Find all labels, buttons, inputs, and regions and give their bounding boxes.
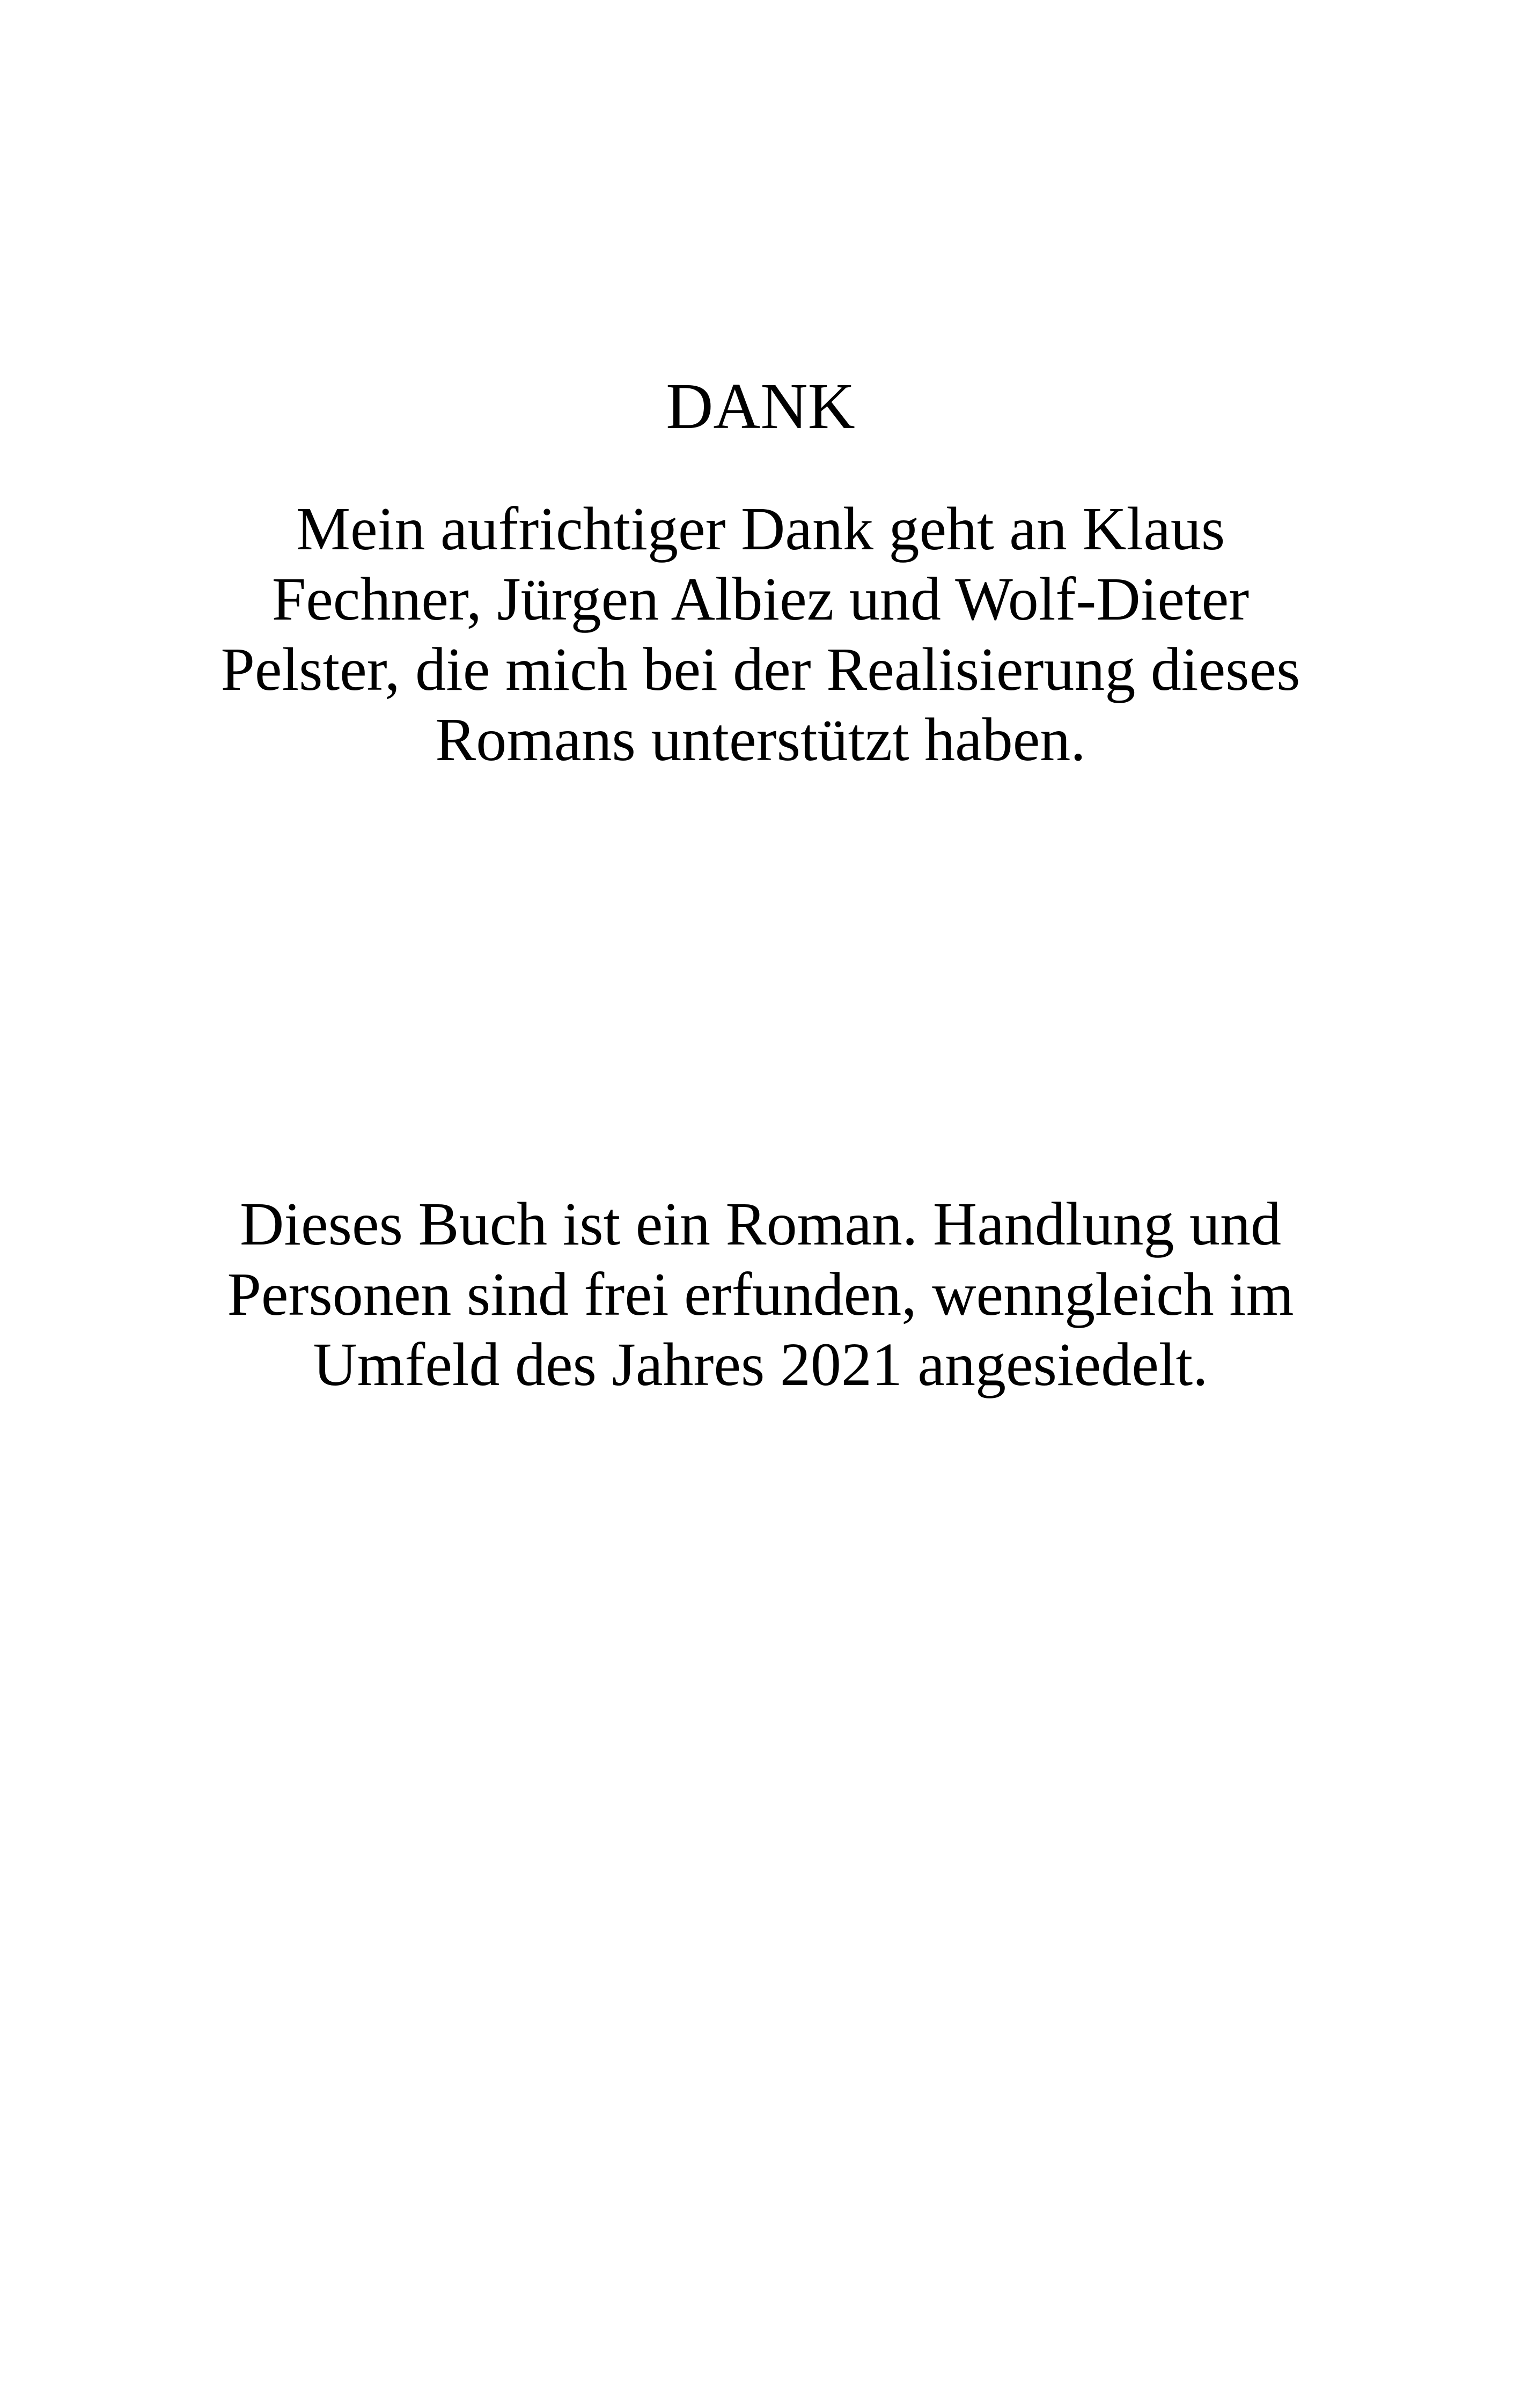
disclaimer-paragraph	[0, 1189, 1521, 1400]
disclaimer-line: Personen sind frei erfunden, wenngleich im	[227, 1260, 1294, 1328]
acknowledgement-line: Fechner, Jürgen Albiez und Wolf-Dieter	[271, 565, 1250, 633]
disclaimer-line: Umfeld des Jahres 2021 angesiedelt.	[313, 1330, 1208, 1398]
page-title: DANK	[666, 370, 855, 443]
acknowledgement-paragraph	[0, 494, 1521, 775]
acknowledgement-line: Romans unterstützt haben.	[435, 705, 1086, 774]
acknowledgement-line: Mein aufrichtiger Dank geht an Klaus	[296, 495, 1225, 563]
acknowledgement-line: Pelster, die mich bei der Realisierung dieses	[221, 635, 1300, 703]
disclaimer-line: Dieses Buch ist ein Roman. Handlung und	[240, 1190, 1281, 1258]
